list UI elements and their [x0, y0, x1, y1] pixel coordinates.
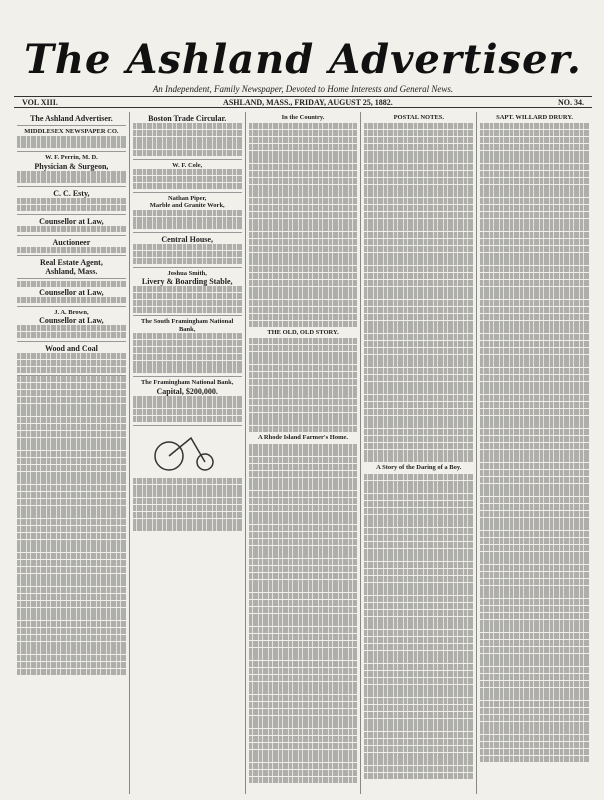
newspaper-page: [14, 10, 592, 794]
bicycle-logo: [147, 430, 227, 474]
ad-title: Livery & Boarding Stable,: [141, 277, 233, 287]
article-heading: In the Country.: [281, 114, 325, 121]
newspaper-title: The Ashland Advertiser.: [24, 36, 582, 83]
ad-title: Capital, $200,000.: [156, 386, 218, 396]
ad-title: Ashland, Mass.: [45, 267, 98, 277]
ad-title: W. F. Cole,: [172, 161, 203, 169]
article-heading: A Story of the Daring of a Boy.: [376, 464, 462, 472]
dateline: [14, 96, 592, 108]
column-header: The Ashland Advertiser.: [30, 114, 113, 123]
ad-title: Counsellor at Law,: [39, 316, 104, 326]
ad-title: Boston Trade Circular.: [148, 114, 227, 123]
columns: [14, 112, 592, 794]
publisher: MIDDLESEX NEWSPAPER CO.: [24, 128, 119, 135]
column-3: [246, 112, 362, 794]
ad-title: W. F. Perrin, M. D.: [45, 154, 98, 162]
article-heading: A Rhode Island Farmer's Home.: [257, 434, 349, 442]
ad-title: Counsellor at Law,: [39, 288, 104, 298]
ad-title: Counsellor at Law,: [39, 216, 104, 226]
ad-title: The Framingham National Bank,: [140, 379, 234, 387]
ad-title: C. C. Esty,: [53, 189, 90, 199]
ad-title: Real Estate Agent,: [39, 258, 103, 268]
column-2: [130, 112, 246, 794]
ad-title: Joshua Smith,: [167, 269, 207, 277]
article-heading: POSTAL NOTES.: [393, 114, 445, 121]
ad-title: Central House,: [161, 235, 213, 245]
ad-title: Wood and Coal: [44, 344, 98, 354]
column-4: [361, 112, 477, 794]
place-date: ASHLAND, MASS., FRIDAY, AUGUST 25, 1882.: [223, 97, 393, 107]
column-1: [14, 112, 130, 794]
issue-number: NO. 34.: [557, 97, 584, 107]
masthead: [14, 10, 592, 107]
tagline: An Independent, Family Newspaper, Devoted to Home Interests and General News.: [152, 84, 454, 94]
article-heading: THE OLD, OLD STORY.: [267, 328, 339, 336]
ad-title: Auctioneer: [52, 237, 91, 247]
ad-title: Marble and Granite Work,: [149, 202, 225, 210]
column-5: [477, 112, 592, 794]
ad-title: J. A. Brown,: [54, 308, 89, 316]
ad-title: Physician & Surgeon,: [34, 161, 109, 171]
volume: VOL XIII.: [22, 97, 58, 107]
ad-title: The South Framingham National Bank,: [141, 318, 234, 333]
ad-title: Nathan Piper,: [167, 194, 207, 202]
article-heading: SAPT. WILLARD DRURY.: [496, 114, 574, 121]
